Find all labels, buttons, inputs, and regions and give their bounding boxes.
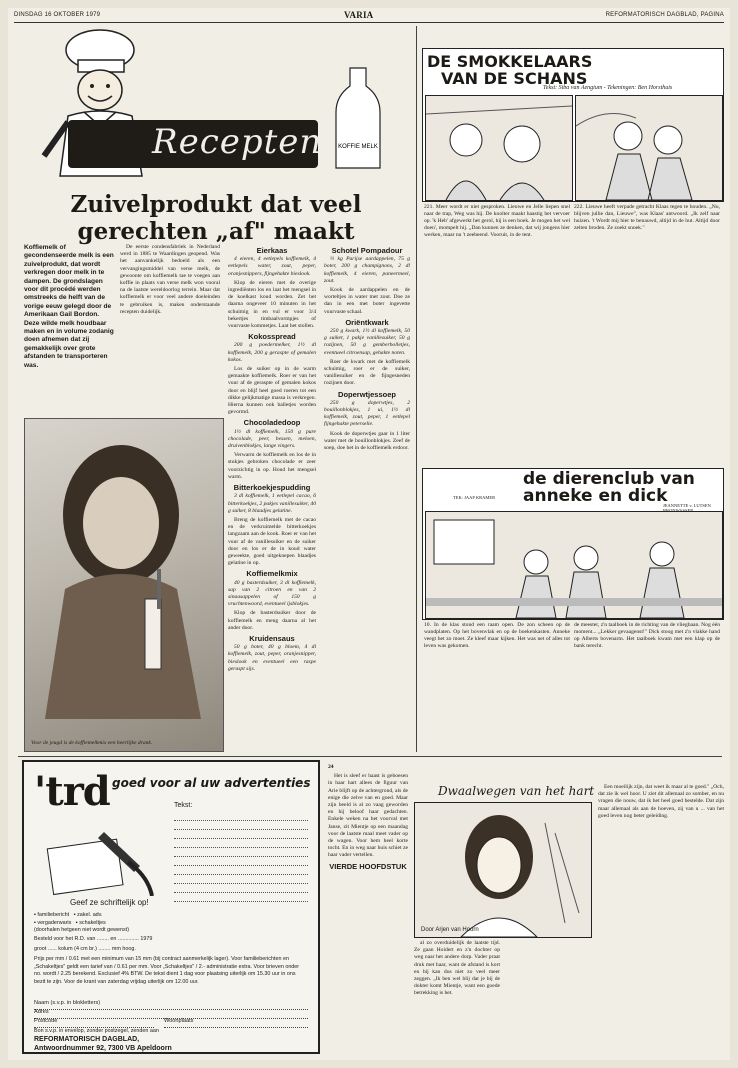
- recipe-title: Koffiemelkmix: [246, 569, 298, 579]
- besteld-line[interactable]: Besteld voor het R.D. van ........ en .............. 1979: [34, 936, 153, 942]
- recipe-text: Klop de eieren met de overige ingrediënten los en laat het mengsel in de koelkast koud worden. Zet het daarna ongeveer 10 minuten in het schuimig in en vul er voor 3/4 bekertjes timbaalvormpjes of vuurvaste kommetjes. Laat het stollen.: [228, 279, 316, 330]
- recipe-title: Bitterkoekjespudding: [233, 483, 311, 493]
- milk-bottle-illustration: [328, 64, 388, 174]
- serial-illustration: [414, 802, 592, 938]
- comic2-title-line2: anneke en dick: [523, 486, 668, 506]
- comic2-title-line1: de dierenclub van: [523, 469, 695, 489]
- checkbox-label: zakel. adv.: [77, 912, 103, 918]
- serial-column-3: [598, 784, 724, 1054]
- comic1-panel-221-art: [426, 96, 572, 200]
- comic1-credits: Tekst: Siba van Aengium - Tekeningen: Ben Horsthuis: [543, 85, 673, 91]
- serial-girl-art: [415, 803, 591, 937]
- recipe-ingredients: 250 g kwark, 1½ dl koffiemelk, 50 g suiker, 1 pakje vanillesuiker, 50 g rozijnen, 50 g gemberbolletjes, eventueel citroensap, gehakte noten.: [324, 328, 410, 356]
- recipe-ingredients: 40 g basterdsuiker, 3 dl koffiemelk, sap van 2 citroen en van 2 sinaasappelen of 150 g vruchtenwoord, eventueel ijsblokjes.: [228, 579, 316, 608]
- recepten-title: Recepten: [152, 122, 323, 162]
- recipe-text: Breng de koffiemelk met de cacao en de verkruimelde bitterkoekjes langzaam aan de kook. Roer er van het vuur af de vanillesuiker en de suiker door en los er de in koud water geweekte, goed uitgeknepen blaadjes gelatine in op.: [228, 516, 316, 567]
- comic2-classroom-panel: [425, 511, 723, 619]
- checkbox-schakeltjes[interactable]: ▪ schakeltjes: [75, 919, 106, 926]
- recipe-title: Oriëntkwark: [345, 317, 389, 327]
- ad-send-note: Bon s.v.p. in envelop, zonder postzegel, zenden aan: [34, 1028, 159, 1034]
- photo-caption: Voor de jeugd is de koffiemelkmix een heerlijke drank.: [31, 740, 153, 746]
- trd-advertisement-form: [22, 760, 320, 1054]
- recipe-title: Kruidensaus: [249, 633, 295, 643]
- checkbox-zakel[interactable]: ▪ zakel. adv.: [73, 912, 103, 918]
- recipe-title: Eierkaas: [256, 246, 288, 255]
- field-woonplaats[interactable]: Woonplaats: [164, 1018, 308, 1028]
- recipe-title: Chocoladedoop: [243, 418, 301, 428]
- recipe-title: Kokosspread: [248, 332, 296, 342]
- dierenclub-comic: [422, 468, 724, 620]
- serial-episode: 24: [328, 764, 334, 770]
- writing-hand-illustration: [44, 822, 154, 896]
- comic1-panel-222: [575, 95, 723, 201]
- serial-column-1: [328, 764, 408, 1054]
- serial-title: Dwaalwegen van het hart: [438, 784, 595, 798]
- comic1-title-line2: VAN DE SCHANS: [441, 69, 588, 88]
- recipes-intro: De eerste condensfabriek in Nederland werd in 1885 te Waardingen geopend. Was het aanvankelijk bedoeld als een vervangingsmiddel van verse melk, de gewoonte om koffiemelk tae te voegen aan koffie in plaats van verse melk won vooral na de laatste wereldoorlog terrein. Maar dat koffiemelk er voor veel andere doeleinden te gebruiken is, maken onderstaande recepten duidelijk.: [120, 244, 220, 315]
- checkbox-label: schakeltjes: [79, 919, 106, 926]
- column-divider: [416, 26, 417, 752]
- ad-address-line2: Antwoordnummer 92, 7300 VB Apeldoorn: [34, 1044, 172, 1052]
- field-naam[interactable]: Naam (s.v.p. in blokletters): [34, 1000, 308, 1010]
- ad-address: [34, 1036, 172, 1053]
- checkbox-label: vergaderwaris: [37, 919, 72, 926]
- checkbox-vergaderwaris[interactable]: ▪ vergaderwaris: [34, 919, 72, 926]
- comic1-title-line1: DE SMOKKELAARS: [427, 52, 593, 71]
- serial-text-3: Een moeilijk zijn, dat weet ik maar al te goed." „Och, dat zie ik wel hoor. U ziet dit allemaal zo somber, en nu vragen die nouw, dat ik het heel goed bestelde. Dat zijn maar allemaal als aan de hoeven, zij van u ... van het goed leven nog beter geleiding.: [598, 784, 724, 819]
- comic1-title: [427, 53, 592, 87]
- photo-illustration: [25, 419, 223, 719]
- recipe-title: Doperwtjessoep: [338, 389, 396, 399]
- field-postcode[interactable]: Postcode: [34, 1018, 154, 1028]
- comic2-text-11: de meester, z'n taalboek in de richting van de vliegbaan. Nog één moment... „Lekker gevaagenst!" Dick stoog met z'n vlakke hand op Alberts bovenarm. Het taalboek kwam met een klap op de bank terecht.: [574, 622, 720, 650]
- recipe-ingredients: 250 g doperwtjes, 2 bouillonblokjes, 1 ui, 1½ dl koffiemelk, zout, peper, 1 eetlepel fijngehakte peterselie.: [324, 399, 410, 428]
- comic1-panel-221: [425, 95, 573, 201]
- trd-logo: 'trd: [34, 768, 110, 815]
- ad-address-line1: REFORMATORISCH DAGBLAD,: [34, 1036, 140, 1043]
- serial-text-1: Het is sleef er haast is geboesen in haar hart allees de figuur van Arie blijft op de achtergrond, als de enige die zelve van en goed. Maar zijn beeld is al zo vaag geworden en hij beloof haar gedachten. Enkele weken na het voorval met Janse, zit Mientje op een maandag voor de laatste maal meet vader op de wagen. Voor hem heel korte tocht. En in weg naar huis schiet ze haar vader vertellen.: [328, 773, 408, 859]
- comic2-title: [523, 471, 695, 505]
- checkbox-familiebericht[interactable]: ▪ familiebericht: [34, 912, 70, 918]
- recipe-ingredients: 50 g boter, 40 g bloem, 4 dl koffiemelk, zout, peper, oranjesnipper, bieslook en eventueel een raspe geraspt sijs.: [228, 644, 316, 672]
- recipes-lead: Koffiemelk of gecondenseerde melk is een zuivelprodukt, dat wordt verkregen door melk in te dampen. De grondslagen voor dit procédé werden omstreeks de helft van de vorige eeuw gelegd door de Amerikaan Gail Bordon. Deze wilde melk houdbaar maken en in volume zodanig doen afnemen dat zij gemakkelijk over grote afstanden te transporteren was.: [24, 244, 114, 369]
- field-adres[interactable]: Adres: [34, 1009, 308, 1019]
- recipe-ingredients: 4 eieren, 4 eetlepels koffiemelk, 4 eetlepels water, zout, peper, oranjesnippers, fijngehakte bieslook.: [228, 256, 316, 277]
- recipes-column-2: [228, 244, 316, 754]
- recipe-text: Kook de doperwtjes gaar in 1 liter water met de bouillonblokjes. Zeef de soep, doe het in de koffiemelk erdoor.: [324, 430, 410, 452]
- comic1-panel-222-art: [576, 96, 722, 200]
- price-info: Prijs per mm / 0.61 met een minimum van 15 mm (bij contract aanmerkelijk lager). Voor familieberichten en „Schakeltjes" geldt een tarief van / 0.61 per mm. Voor „Schakeltjes" / 2.- administratie extra. Voor brieven onder no. wordt / 2.25 berekend. Exclusief 4% BTW. De tekst dient 1 dag voor plaatsing uiterlijk om 15.30 uur in ons bezit te zijn. Voor de krant van zaterdag vrijdag uiterlijk om 12.00 uur.: [34, 956, 300, 985]
- ad-note: (doorhalen hetgeen niet wordt gewenst): [34, 927, 129, 933]
- comic1-text-222: 222. Lieuwe heeft verpade getracht Klaas tegen te houden. „Nu, blijven jullie dan, Lieuwe", was Klaas' antwoord. „Ik zelf naar huizen. 't Wordt mij hier te benauwd, altijd in de hut. Altijd door zelten broden. Ze zoekt snoek.": [574, 204, 720, 232]
- tekst-label: Tekst:: [174, 802, 193, 809]
- smokkelaars-comic: [422, 48, 724, 202]
- comic1-text-221: 221. Meer wordt er niet gesproken. Lieuwe en Jelle liepen snel naar de trap, Weg was hij. De koolter maakt haastig het vervoer op. 'k Heb' afgewerkt het gerol, hij is een boek. Je mogen het wel doen', mompelt hij. „Dan kunnen ze denken, dat wij jongens hier werken, maar nu 't zeebeend. Vooruit, in de tent.: [424, 204, 570, 239]
- recepten-banner: [68, 120, 323, 168]
- comic2-credit-right: JEANNETTE v. LUTSEN: [663, 503, 711, 508]
- recipe-ingredients: 200 g poedermelker, 1½ dl koffiemelk, 200 g geraspte of gemalen kokos.: [228, 342, 316, 363]
- checkbox-label: familiebericht: [37, 912, 70, 918]
- section-divider: [18, 756, 722, 757]
- recipe-text: Verwarm de koffiemelk en los de in stukjes gebroken chocolade er zeer voorzichtig in op. Houd het mengsel warm.: [228, 452, 316, 480]
- recipe-text: Roer de kwark met de koffiemelk schuimig, roer er de suiker, vanillesuiker en de fijngesneden rozijnen door.: [324, 358, 410, 387]
- masthead-section: VARIA: [344, 10, 374, 20]
- ad-call-to-action: Geef ze schriftelijk op!: [70, 898, 149, 907]
- comic2-classroom-art: [426, 512, 722, 618]
- recipe-ingredients: 3 dl koffiemelk, 1 eetlepel cacao, 6 bitterkoekjes, 2 pakjes vanillesuiker, 40 g suiker, 8 blaadjes gelatine.: [228, 493, 316, 514]
- comic2-credit-left: TEK: JAAP KRAMER: [453, 495, 496, 500]
- girl-with-milkshake-photo: [24, 418, 224, 752]
- groot-line[interactable]: groot ...... kolum (4 cm br.) ........ mm hoog.: [34, 946, 136, 952]
- serial-author: Door Arjen van Hoorn: [421, 927, 479, 933]
- recipe-title: Schotel Pompadour: [331, 246, 403, 255]
- recipes-column-3: [324, 244, 410, 754]
- recipe-text: Kook de aardappelen en de worteltjes in water met zout. Doe ze dan in een met boter ingevette vuurvaste schaal.: [324, 287, 410, 315]
- recipes-headline: Zuivelprodukt dat veel gerechten „af" maakt: [70, 191, 362, 245]
- comic2-text-10: 10. In de klas stond een raam open. De zon scheen op de wandplaten. Op het bovenvlak en op de boekenkasten. Anneke veegt het zo moet. Ze kleef maar kijken. Het was net of alles tot leven was gekomen.: [424, 622, 570, 650]
- recipe-text: Los de suiker op in de warm gemaakte koffiemelk. Roer er van het vuur af de geraspte of gemalen kokos door en blijf heel goed roeren tot een dikke gelijkmatige massa is verkregen. Hierna kunnen ook balletjes worden gevormd.: [228, 366, 316, 416]
- bottle-label: KOFFIE MELK: [338, 144, 378, 150]
- tekst-lines[interactable]: [174, 812, 308, 902]
- recipe-ingredients: 1½ dl koffiemelk, 150 g pure chocolade, peer, bessen, meloen, druivenblokjes, lange vingers.: [228, 428, 316, 450]
- serial-column-2: [414, 940, 500, 1054]
- masthead: [14, 10, 724, 23]
- ad-slogan: goed voor al uw advertenties: [112, 776, 311, 790]
- serial-chapter: VIERDE HOOFDSTUK: [329, 861, 407, 871]
- masthead-date: DINSDAG 16 OKTOBER 1979: [14, 12, 101, 18]
- ad-checkbox-list: [34, 912, 174, 935]
- serial-text-2: al zo overduidelijk de laatste tijd. Ze gaan Hoidert en z'n dochter op weg naar het andere dorp. Vader praat druk met haar, want de afstand is kort en bij kan dus niet zo veel meer zeggen. „Ik ben wel blij dat je bij de dokter komt Mientje, want een goede betrekking is het.: [414, 940, 500, 997]
- newspaper-page: [8, 8, 730, 1060]
- recipes-intro-column: [120, 244, 220, 318]
- masthead-paper: REFORMATORISCH DAGBLAD, PAGINA: [605, 12, 724, 18]
- recipe-ingredients: ½ kg Parijse aardappelen, 75 g boter, 200 g champignons, 2 dl koffiemelk, 4 eieren, paneermeel, zout.: [324, 256, 410, 284]
- recipe-text: Klop de basterdsuiker door de koffiemelk en meng daarna al het ander door.: [228, 610, 316, 631]
